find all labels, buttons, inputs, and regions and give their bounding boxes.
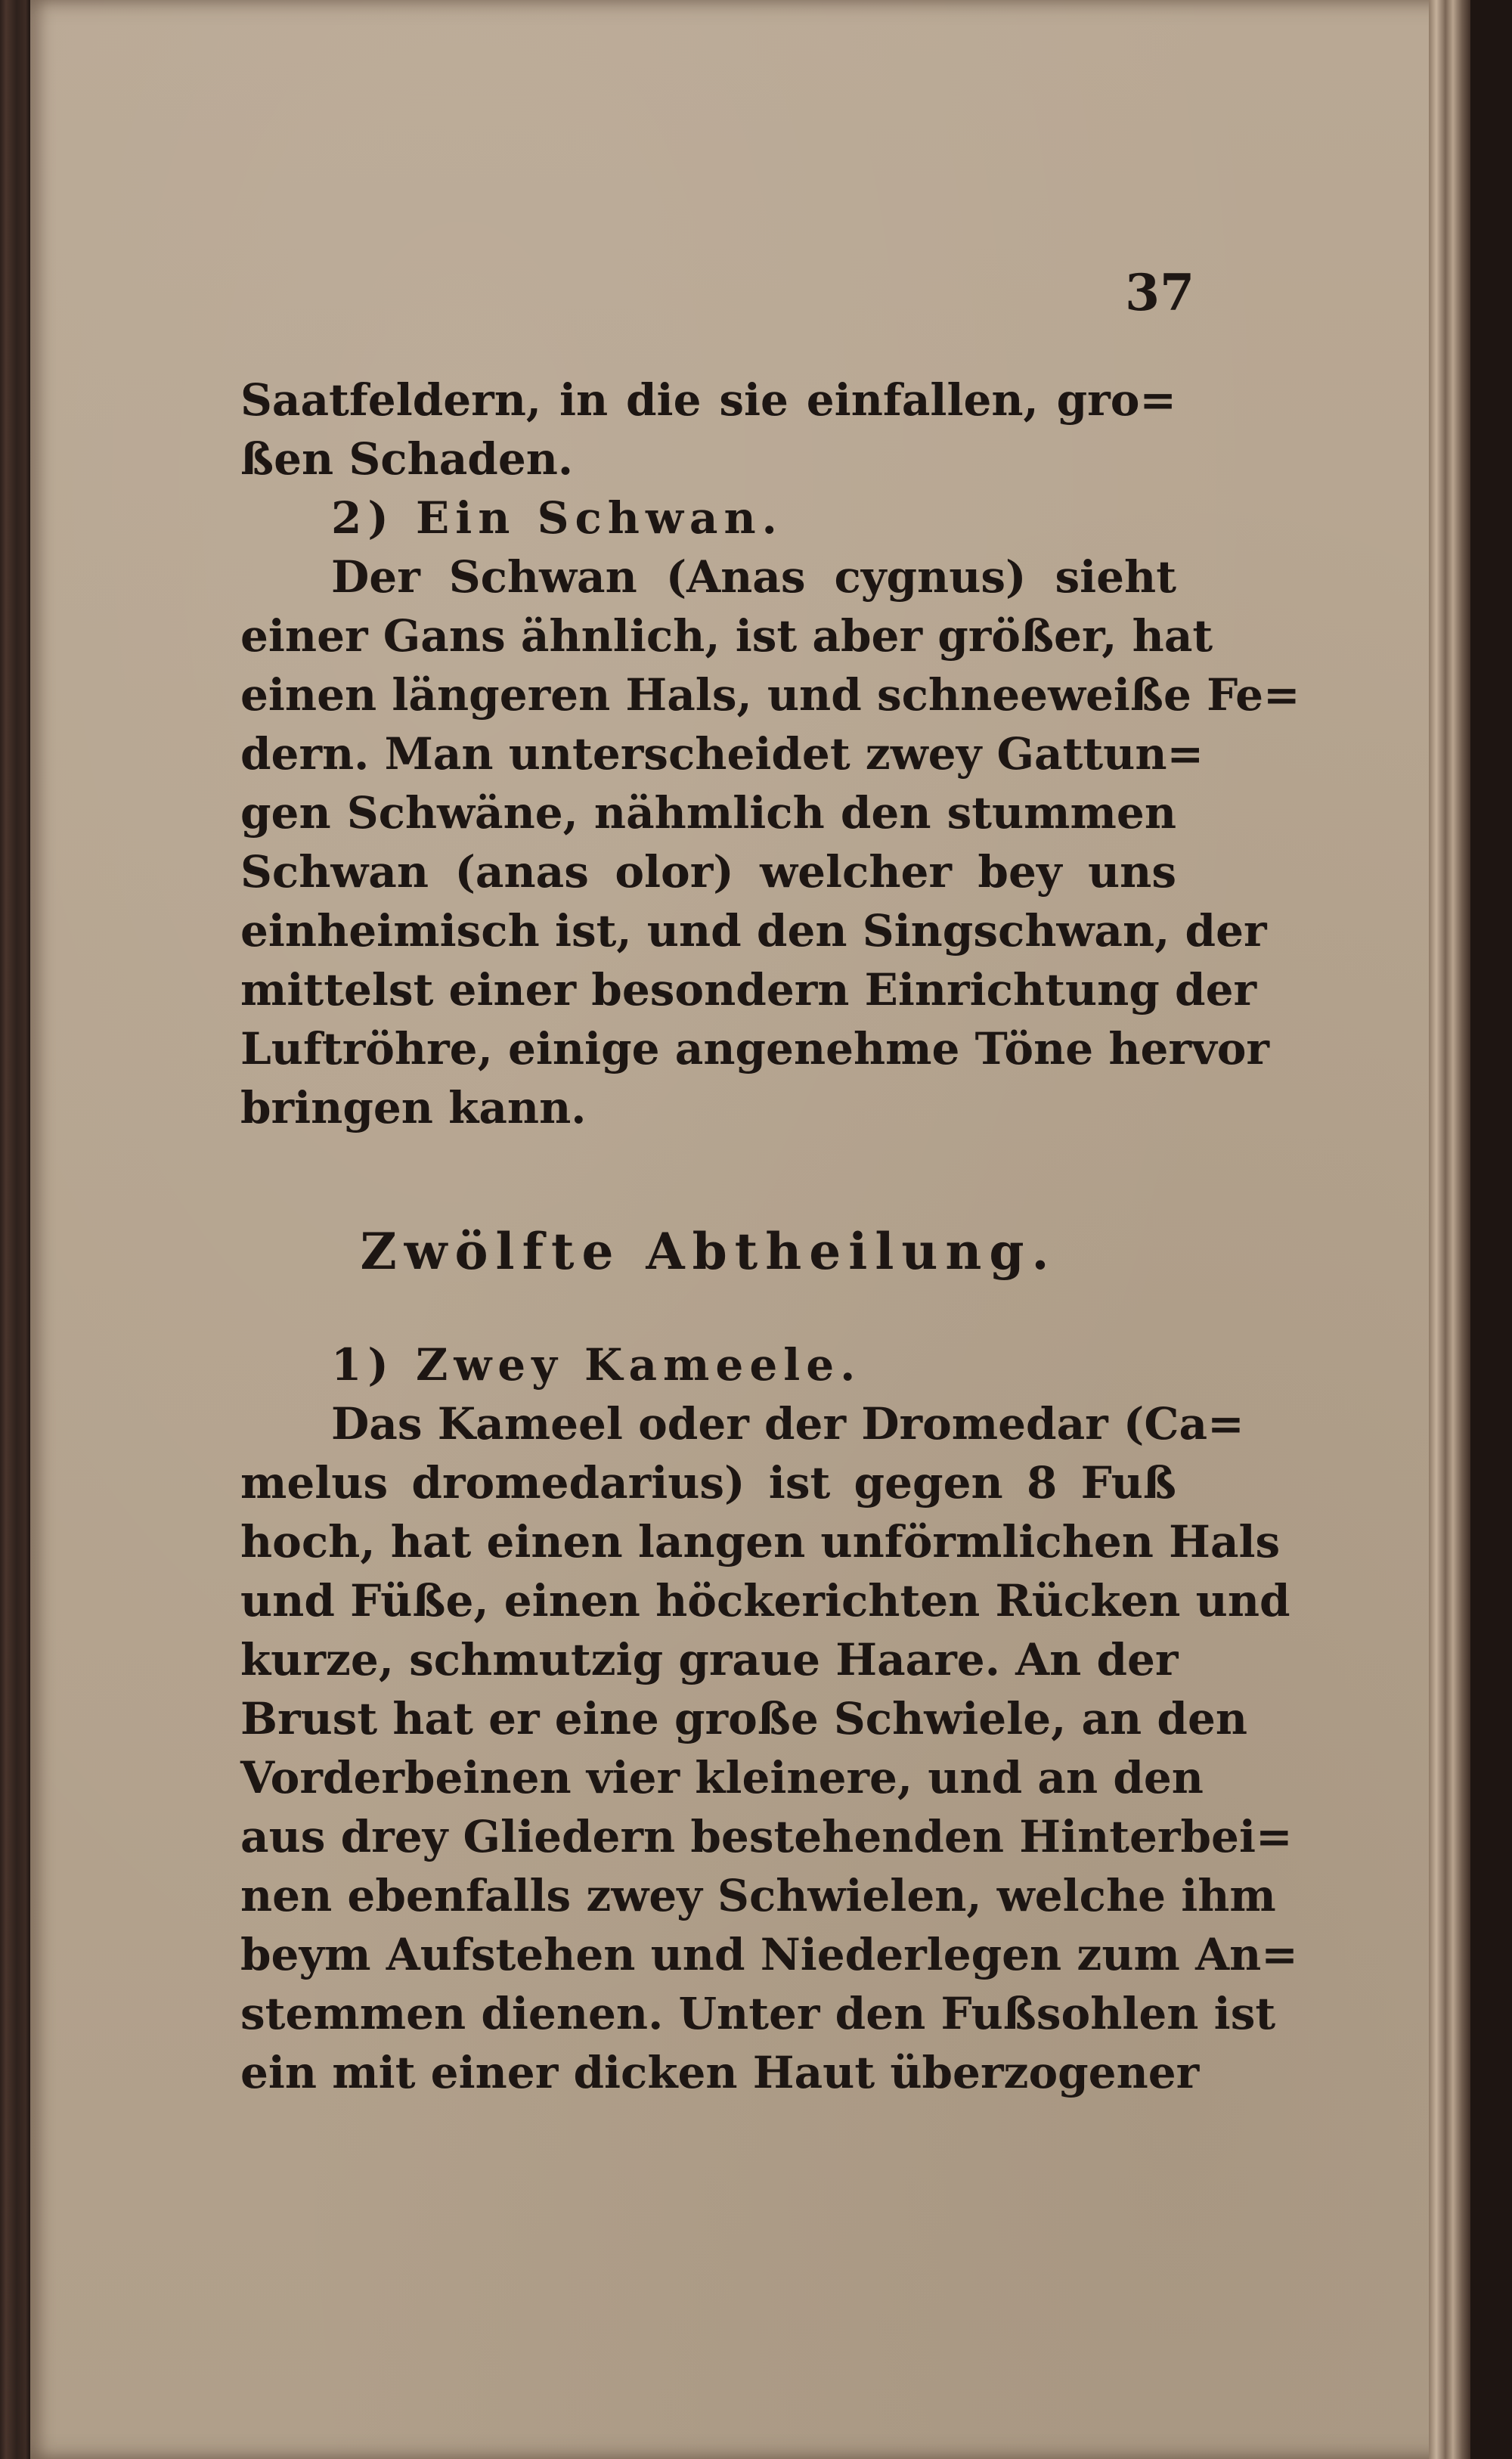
subheading: 2) Ein Schwan. xyxy=(331,492,783,544)
text-line: einer Gans ähnlich, ist aber größer, hat xyxy=(240,610,1213,662)
text-line: Vorderbeinen vier kleinere, und an den xyxy=(240,1752,1204,1803)
text-line: Luftröhre, einige angenehme Töne hervor xyxy=(240,1023,1269,1074)
text-line: stemmen dienen. Unter den Fußsohlen ist xyxy=(240,1988,1276,2039)
page-number: 37 xyxy=(1125,263,1194,322)
page-edge xyxy=(1429,0,1470,2459)
text-line: und Füße, einen höckerichten Rücken und xyxy=(240,1575,1290,1626)
book-page xyxy=(30,0,1470,2459)
text-line: ein mit einer dicken Haut überzogener xyxy=(240,2047,1200,2098)
text-line: Schwan (anas olor) welcher bey uns xyxy=(240,846,1176,898)
subheading: 1) Zwey Kameele. xyxy=(331,1339,862,1391)
text-line: Der Schwan (Anas cygnus) sieht xyxy=(331,551,1176,603)
text-line: dern. Man unterscheidet zwey Gattun= xyxy=(240,728,1204,780)
text-line: mittelst einer besondern Einrichtung der xyxy=(240,964,1257,1016)
text-line: hoch, hat einen langen unförmlichen Hals xyxy=(240,1516,1281,1567)
text-line: ßen Schaden. xyxy=(240,433,574,485)
section-heading: Zwölfte Abtheilung. xyxy=(360,1222,1057,1281)
text-line: aus drey Gliedern bestehenden Hinterbei= xyxy=(240,1811,1293,1862)
text-line: kurze, schmutzig graue Haare. An der xyxy=(240,1634,1179,1685)
text-line: beym Aufstehen und Niederlegen zum An= xyxy=(240,1929,1298,1980)
text-line: melus dromedarius) ist gegen 8 Fuß xyxy=(240,1457,1176,1509)
text-line: nen ebenfalls zwey Schwielen, welche ihm xyxy=(240,1870,1276,1921)
text-line: gen Schwäne, nähmlich den stummen xyxy=(240,787,1176,839)
text-line: Brust hat er eine große Schwiele, an den xyxy=(240,1693,1248,1744)
text-line: bringen kann. xyxy=(240,1082,587,1133)
text-line: Das Kameel oder der Dromedar (Ca= xyxy=(331,1398,1244,1450)
text-line: einheimisch ist, und den Singschwan, der xyxy=(240,905,1267,957)
text-line: einen längeren Hals, und schneeweiße Fe= xyxy=(240,669,1300,721)
text-line: Saatfeldern, in die sie einfallen, gro= xyxy=(240,374,1176,426)
